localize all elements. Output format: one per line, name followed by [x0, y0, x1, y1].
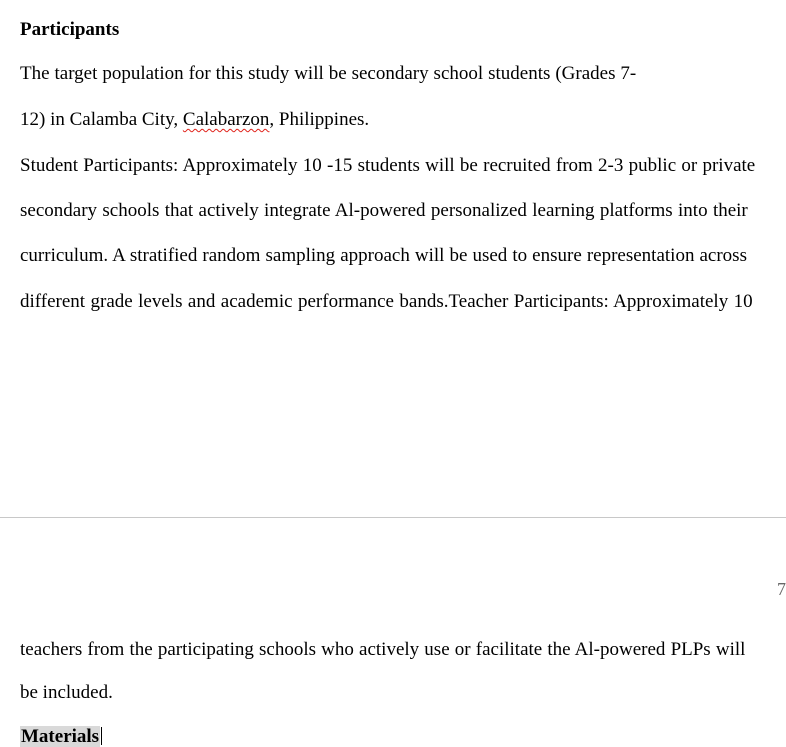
text-cursor — [101, 727, 102, 745]
page-number: 7 — [777, 579, 786, 599]
section-heading-participants: Participants — [20, 19, 120, 40]
paragraph-line-6: different grade levels and academic performance bands.Teacher Participants: Approximately 10 — [20, 291, 753, 312]
paragraph-line-2 — [20, 110, 369, 129]
line-2-text-a: 12) in Calamba City, — [20, 109, 183, 130]
section-heading-materials[interactable] — [20, 727, 102, 746]
page-break-divider — [0, 517, 786, 518]
paragraph-line-8: be included. — [20, 682, 113, 703]
paragraph-line-3: Student Participants: Approximately 10 -15 students will be recruited from 2-3 public or private — [20, 155, 756, 176]
paragraph-line-4: secondary schools that actively integrate Al-powered personalized learning platforms into their — [20, 200, 748, 221]
paragraph-line-7: teachers from the participating schools who actively use or facilitate the Al-powered PLPs will — [20, 639, 746, 660]
document-page-2 — [0, 519, 786, 747]
paragraph-line-1: The target population for this study will be secondary school students (Grades 7- — [20, 63, 637, 84]
materials-heading-text[interactable]: Materials — [21, 726, 100, 747]
paragraph-line-5: curriculum. A stratified random sampling approach will be used to ensure representation across — [20, 245, 747, 266]
spellcheck-flagged-word[interactable]: Calabarzon — [182, 109, 270, 130]
line-2-text-b: , Philippines. — [269, 109, 370, 130]
